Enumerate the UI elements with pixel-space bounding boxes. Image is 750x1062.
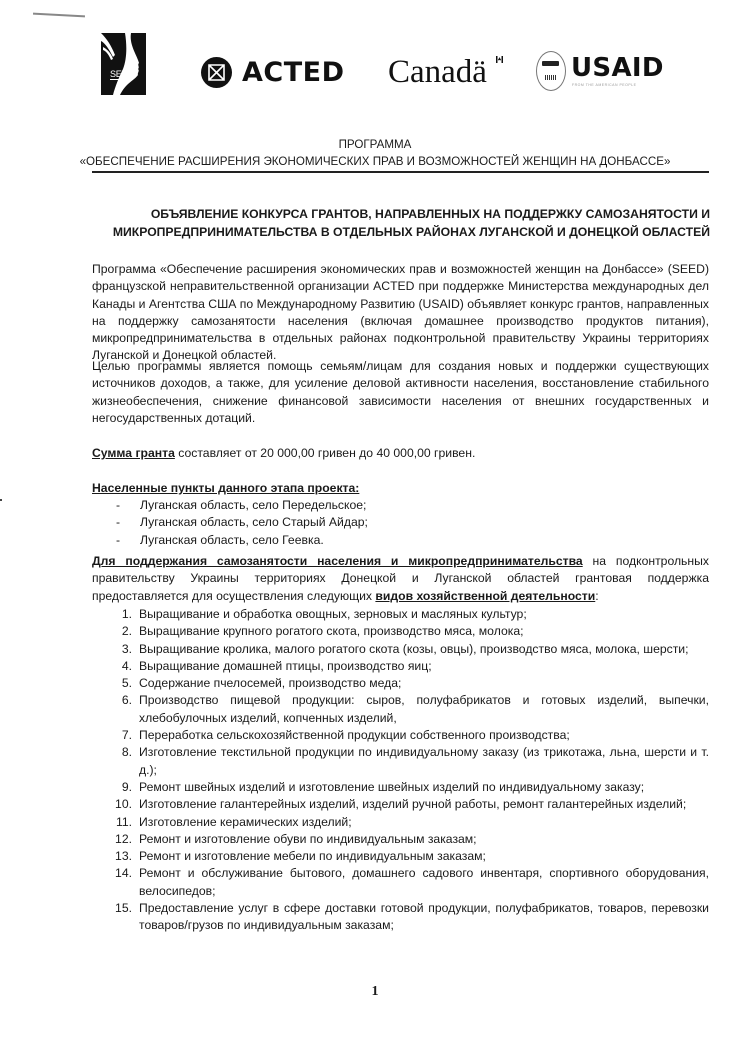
partner-logos [0,32,750,97]
program-name: «ОБЕСПЕЧЕНИЕ РАСШИРЕНИЯ ЭКОНОМИЧЕСКИХ ПРАВ И ВОЗМОЖНОСТЕЙ ЖЕНЩИН НА ДОНБАССЕ» [79,155,671,168]
list-item: 14. Ремонт и обслуживание бытового, домашнего садового инвентаря, спортивного оборудования, велосипедов; [115,866,709,898]
program-heading [0,136,750,170]
places-list [92,497,709,549]
list-item: 6. Производство пищевой продукции: сыров, полуфабрикатов и готовых изделий, выпечки, хлебобулочных изделий, копченных изделий, [121,693,709,725]
goal-paragraph: Целью программы является помощь семьям/лицам для создания новых и поддержки существующих источников доходов, а также, для усиление деловой активности населения, восстановление стабильного жизнеобеспечения, снижение финансовой зависимости населения от внешних государственных и негосударственных дотаций. [92,359,709,425]
activity-types-emphasis: видов хозяйственной деятельности [375,588,596,603]
list-item: 4. Выращивание домашней птицы, производство яиц; [121,658,432,673]
list-item: 11. Изготовление керамических изделий; [115,814,352,829]
list-item: - Луганская область, село Передельское; [116,498,367,512]
list-item: 5. Содержание пчелосемей, производство меда; [121,676,402,691]
list-item: 15. Предоставление услуг в сфере доставки готовой продукции, полуфабрикатов, товаров, перевозки товаров/грузов по индивидуальным заказам; [115,901,709,933]
usaid-seal-icon [536,51,566,91]
announcement-title [92,205,710,241]
support-paragraph: Для поддержания самозанятости населения и микропредпринимательства на подконтрольных правительству Украины территориях Донецкой и Луганской областей грантовая поддержка предоставляется для осуществления следующих видов хозяйственной деятельности: [92,554,709,603]
usaid-wordmark: USAID [571,53,664,83]
list-item: 8. Изготовление текстильной продукции по индивидуальному заказу (из трикотажа, льна, шерсти и т. д.); [121,745,709,777]
seed-logo: SEED [101,33,146,95]
scan-artifact [33,13,85,18]
support-label: Для поддержания самозанятости населения и микропредпринимательства [92,554,583,568]
canada-wordmark: Canadä [388,54,487,90]
grant-sum-label: Сумма гранта [92,446,175,460]
page-number: 1 [371,984,379,999]
list-item: 2. Выращивание крупного рогатого скота, производство мяса, молока; [121,624,524,639]
list-item: 7. Переработка сельскохозяйственной продукции собственного производства; [121,728,570,743]
acted-logo: ACTED [201,55,344,89]
canada-flag-icon [496,56,503,63]
list-item: 10. Изготовление галантерейных изделий, изделий ручной работы, ремонт галантерейных изделий; [115,797,687,812]
list-item: - Луганская область, село Старый Айдар; [116,515,368,530]
grant-sum-paragraph [92,445,709,462]
usaid-tagline: FROM THE AMERICAN PEOPLE [572,83,637,87]
announcement-line-2: МИКРОПРЕДПРИНИМАТЕЛЬСТВА В ОТДЕЛЬНЫХ РАЙОНАХ ЛУГАНСКОЙ И ДОНЕЦКОЙ ОБЛАСТЕЙ [112,225,710,239]
seed-face-icon [101,33,146,95]
program-label: ПРОГРАММА [338,138,412,151]
announcement-line-1: ОБЪЯВЛЕНИЕ КОНКУРСА ГРАНТОВ, НАПРАВЛЕННЫХ НА ПОДДЕРЖКУ САМОЗАНЯТОСТИ И [150,207,710,221]
list-item: 1. Выращивание и обработка овощных, зерновых и масляных культур; [121,607,527,621]
list-item: 13. Ремонт и изготовление мебели по индивидуальным заказам; [115,849,486,864]
intro-paragraph: Программа «Обеспечение расширения экономических прав и возможностей женщин на Донбассе» (SEED) французской неправительственной организации ACTED при поддержке Министерства международных дел Канады и Агентства США по Международному Развитию (USAID) объявляет конкурс грантов, направленных на поддержку самозанятости населения (включая домашнее производство продуктов питания), микропредпринимательства в отдельных районах подконтрольной правительству Украины территориях Луганской и Донецкой областей. [92,262,709,363]
grant-sum-text: составляет от 20 000,00 гривен до 40 000,00 гривен. [174,446,476,460]
list-item: 3. Выращивание кролика, малого рогатого скота (козы, овцы), производство мяса, молока, шерсти; [121,641,689,656]
list-item: 9. Ремонт швейных изделий и изготовление швейных изделий по индивидуальному заказу; [121,779,645,794]
scan-speck [0,499,2,501]
acted-emblem-icon [201,57,232,88]
places-title: Населенные пункты данного этапа проекта: [92,481,360,495]
list-item: - Луганская область, село Геевка. [116,532,324,547]
activities-list [92,606,709,935]
list-item: 12. Ремонт и изготовление обуви по индивидуальным заказам; [115,831,477,846]
heading-divider [92,171,709,173]
